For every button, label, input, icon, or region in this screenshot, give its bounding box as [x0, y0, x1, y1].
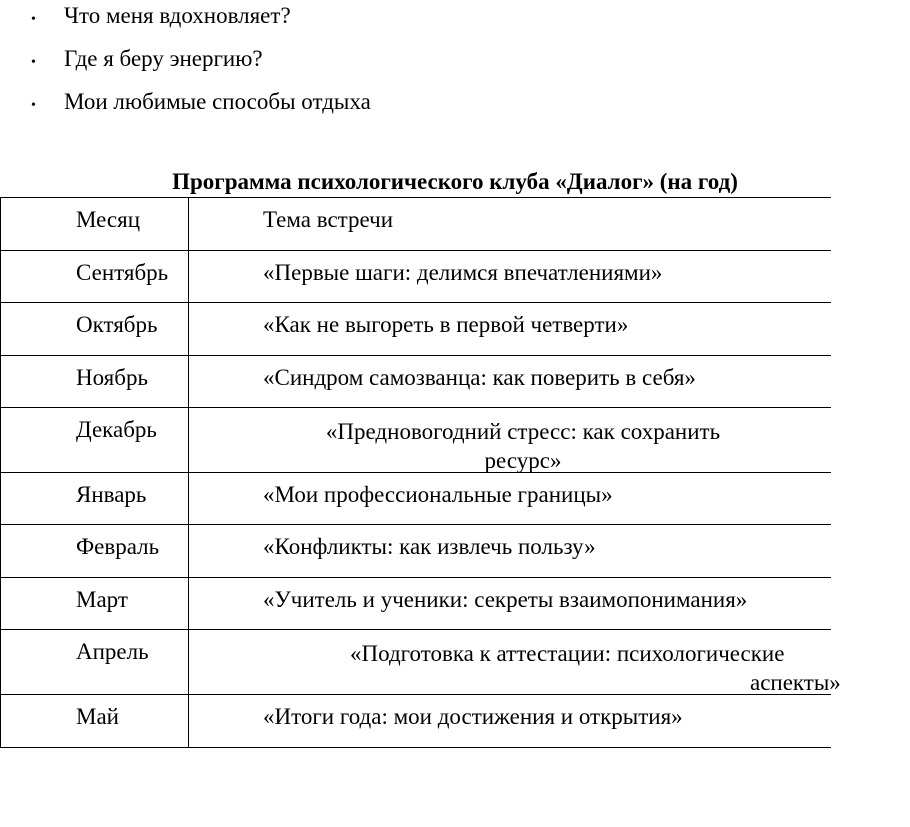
page-title: Программа психологического клуба «Диалог» (на год)	[172, 169, 738, 194]
bullet-icon: •	[31, 12, 36, 27]
topic-cell: «Мои профессиональные границы»	[263, 482, 613, 507]
bullet-text: Что меня вдохновляет?	[64, 3, 291, 28]
bullet-text: Где я беру энергию?	[64, 46, 263, 71]
table-row	[1, 578, 831, 630]
list-item	[0, 46, 816, 76]
table-row	[1, 303, 831, 356]
topic-cell: «Синдром самозванца: как поверить в себя»	[263, 365, 696, 390]
table-row	[1, 473, 831, 525]
topic-line-1: «Подготовка к аттестации: психологические	[350, 641, 785, 666]
topic-cell: «Первые шаги: делимся впечатлениями»	[263, 260, 663, 285]
table-row	[1, 251, 831, 303]
bullet-text: Мои любимые способы отдыха	[64, 89, 371, 114]
month-cell: Ноябрь	[1, 356, 189, 407]
month-cell: Январь	[1, 473, 189, 524]
month-cell: Февраль	[1, 525, 189, 577]
topic-cell: «Итоги года: мои достижения и открытия»	[263, 704, 683, 729]
month-cell: Сентябрь	[1, 251, 189, 302]
topic-cell: «Учитель и ученики: секреты взаимопонимания»	[263, 587, 748, 612]
month-cell: Май	[1, 695, 189, 747]
bullet-icon: •	[31, 55, 36, 70]
month-cell: Декабрь	[1, 408, 189, 472]
topic-cell: «Предновогодний стресс: как сохранить ресурс»	[325, 419, 721, 473]
list-item	[0, 89, 816, 119]
schedule-table	[0, 197, 841, 748]
month-cell: Март	[1, 578, 189, 629]
topic-line-2: аспекты»	[750, 670, 841, 695]
header-month: Месяц	[1, 198, 189, 250]
header-topic: Тема встречи	[263, 207, 394, 232]
table-row	[1, 525, 831, 578]
list-item	[0, 3, 816, 33]
table-header-row	[1, 198, 831, 251]
bullet-icon: •	[31, 98, 36, 113]
month-cell: Октябрь	[1, 303, 189, 355]
topic-cell: «Как не выгореть в первой четверти»	[263, 312, 629, 337]
month-cell: Апрель	[1, 630, 189, 694]
topic-cell: «Конфликты: как извлечь пользу»	[263, 534, 596, 559]
table-row	[1, 630, 841, 695]
table-row	[1, 356, 831, 408]
table-row	[1, 695, 831, 747]
topic-cell	[190, 630, 841, 695]
table-row	[1, 408, 831, 473]
